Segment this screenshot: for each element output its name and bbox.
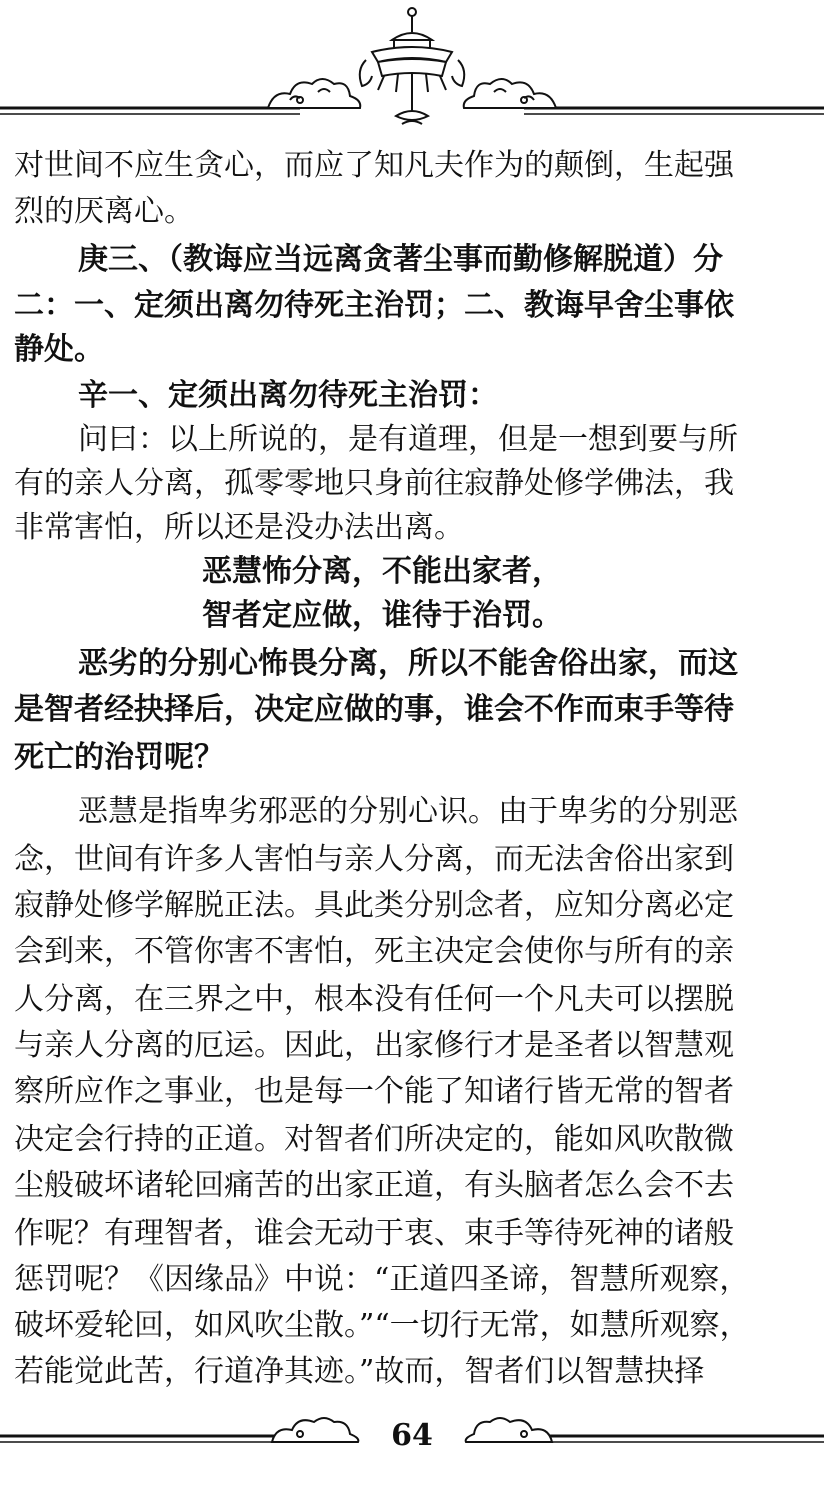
footer-right-cloud-icon (466, 1418, 552, 1442)
text-line: 人分离，在三界之中，根本没有任何一个凡夫可以摆脱 (14, 982, 734, 1017)
header-ornament (0, 0, 824, 140)
text-line: 寂静处修学解脱正法。具此类分别念者，应知分离必定 (14, 888, 734, 923)
text-line: 若能觉此苦，行道净其迹。”故而，智者们以智慧抉择 (14, 1354, 705, 1389)
text-line: 尘般破坏诸轮回痛苦的出家正道，有头脑者怎么会不去 (14, 1168, 734, 1203)
text-line: 恶慧是指卑劣邪恶的分别心识。由于卑劣的分别恶 (78, 794, 738, 829)
section-heading: 二：一、定须出离勿待死主治罚；二、教诲早舍尘事依 (14, 288, 734, 323)
verse-explanation: 死亡的治罚呢？ (14, 740, 224, 775)
text-line: 破坏爱轮回，如风吹尘散。”“一切行无常，如慧所观察， (14, 1308, 750, 1343)
text-line: 惩罚呢？《因缘品》中说：“正道四圣谛，智慧所观察， (14, 1262, 750, 1297)
verse-explanation: 恶劣的分别心怖畏分离，所以不能舍俗出家，而这 (78, 646, 738, 681)
verse-line: 恶慧怖分离，不能出家者， (202, 554, 562, 589)
left-cloud-icon (268, 79, 360, 108)
page-number: 64 (391, 1418, 433, 1453)
text-line: 烈的厌离心。 (14, 194, 194, 229)
text-line: 作呢？有理智者，谁会无动于衷、束手等待死神的诸般 (14, 1216, 734, 1251)
text-line: 念，世间有许多人害怕与亲人分离，而无法舍俗出家到 (14, 842, 734, 877)
subsection-heading: 辛一、定须出离勿待死主治罚： (78, 378, 498, 413)
text-line: 非常害怕，所以还是没办法出离。 (14, 510, 464, 545)
text-line: 对世间不应生贪心，而应了知凡夫作为的颠倒，生起强 (14, 148, 734, 183)
right-cloud-icon (464, 79, 556, 108)
section-heading: 静处。 (14, 332, 104, 367)
text-line: 问曰：以上所说的，是有道理，但是一想到要与所 (78, 422, 738, 457)
text-line: 有的亲人分离，孤零零地只身前往寂静处修学佛法，我 (14, 466, 734, 501)
section-heading: 庚三、（教诲应当远离贪著尘事而勤修解脱道）分 (78, 242, 723, 277)
text-line: 决定会行持的正道。对智者们所决定的，能如风吹散微 (14, 1122, 734, 1157)
text-line: 与亲人分离的厄运。因此，出家修行才是圣者以智慧观 (14, 1028, 734, 1063)
verse-explanation: 是智者经抉择后，决定应做的事，谁会不作而束手等待 (14, 692, 734, 727)
parasol-emblem-icon (360, 8, 465, 124)
text-line: 会到来，不管你害不害怕，死主决定会使你与所有的亲 (14, 934, 734, 969)
text-line: 察所应作之事业，也是每一个能了知诸行皆无常的智者 (14, 1074, 734, 1109)
verse-line: 智者定应做，谁待于治罚。 (202, 598, 562, 633)
footer-left-cloud-icon (272, 1418, 358, 1442)
